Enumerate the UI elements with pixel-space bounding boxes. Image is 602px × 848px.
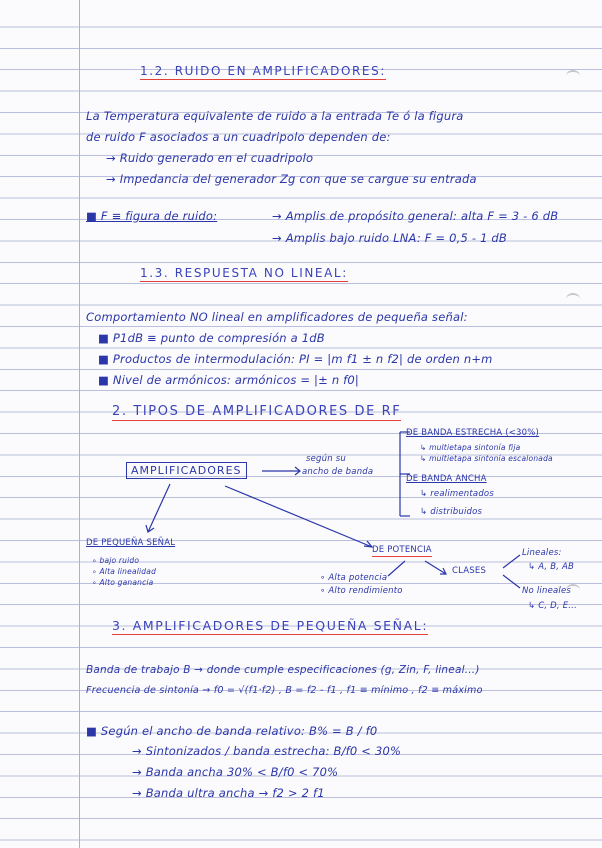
text-line: → Ruido generado en el cuadripolo <box>106 151 314 165</box>
list-item: ↳ multietapa sintonía fija <box>420 443 521 452</box>
text-line: → Amplis de propósito general: alta F = 3 - 6 dB <box>272 209 559 223</box>
list-item: ∘ bajo ruido <box>92 556 140 565</box>
text-line: de ruido F asociados a un cuadripolo dependen de: <box>86 130 391 144</box>
segun-label: ancho de banda <box>302 467 374 477</box>
clases-node: CLASES <box>452 566 487 576</box>
banda-estrecha-node: DE BANDA ESTRECHA (<30%) <box>406 428 540 438</box>
list-item: ■ Nivel de armónicos: armónicos = |± n f0| <box>98 373 360 387</box>
list-item: ↳ multietapa sintonía escalonada <box>420 454 553 463</box>
list-item: ∘ Alta linealidad <box>92 567 157 576</box>
list-item: ■ Productos de intermodulación: PI = |m f1 ± n f2| de orden n+m <box>98 352 493 366</box>
lineales-value: ↳ A, B, AB <box>528 562 575 572</box>
list-item: → Banda ancha 30% < B/f0 < 70% <box>132 765 339 779</box>
list-item: ∘ Alto ganancia <box>92 578 154 587</box>
text-line: Comportamiento NO lineal en amplificadores de pequeña señal: <box>86 310 468 324</box>
list-item: → Sintonizados / banda estrecha: B/f0 < 30% <box>132 744 402 758</box>
banda-ancha-node: DE BANDA ANCHA <box>406 474 487 484</box>
section-1-2-heading: 1.2. RUIDO EN AMPLIFICADORES: <box>140 64 386 78</box>
text-line: ■ Según el ancho de banda relativo: B% = B / f0 <box>86 724 378 738</box>
text-line: Banda de trabajo B → donde cumple especificaciones (g, Zin, F, lineal...) <box>86 664 480 676</box>
list-item: ∘ Alta potencia <box>320 573 388 583</box>
section-1-3-heading: 1.3. RESPUESTA NO LINEAL: <box>140 266 348 280</box>
list-item: ∘ Alto rendimiento <box>320 586 403 596</box>
text-line: → Amplis bajo ruido LNA: F = 0,5 - 1 dB <box>272 231 508 245</box>
figura-ruido-label: ■ F ≡ figura de ruido: <box>86 209 218 223</box>
lineales-label: Lineales: <box>522 548 562 558</box>
text-line: Frecuencia de sintonía → f0 = √(f1·f2) , B = f2 - f1 , f1 ≡ mínimo , f2 ≡ máximo <box>86 685 483 696</box>
list-item: → Banda ultra ancha → f2 > 2 f1 <box>132 786 325 800</box>
amplificadores-box: AMPLIFICADORES <box>126 462 247 479</box>
potencia-node: DE POTENCIA <box>372 545 432 555</box>
text-line: → Impedancia del generador Zg con que se cargue su entrada <box>106 172 477 186</box>
no-lineales-label: No lineales <box>522 586 572 596</box>
text-line: La Temperatura equivalente de ruido a la entrada Te ó la figura <box>86 109 464 123</box>
segun-label: según su <box>306 454 346 464</box>
section-2-heading: 2. TIPOS DE AMPLIFICADORES DE RF <box>112 404 402 419</box>
no-lineales-value: ↳ C, D, E... <box>528 601 577 611</box>
list-item: ↳ distribuidos <box>420 507 483 517</box>
list-item: ■ P1dB ≡ punto de compresión a 1dB <box>98 331 325 345</box>
pequena-senal-node: DE PEQUEÑA SEÑAL <box>86 538 176 548</box>
section-3-heading: 3. AMPLIFICADORES DE PEQUEÑA SEÑAL: <box>112 618 429 633</box>
list-item: ↳ realimentados <box>420 489 494 499</box>
